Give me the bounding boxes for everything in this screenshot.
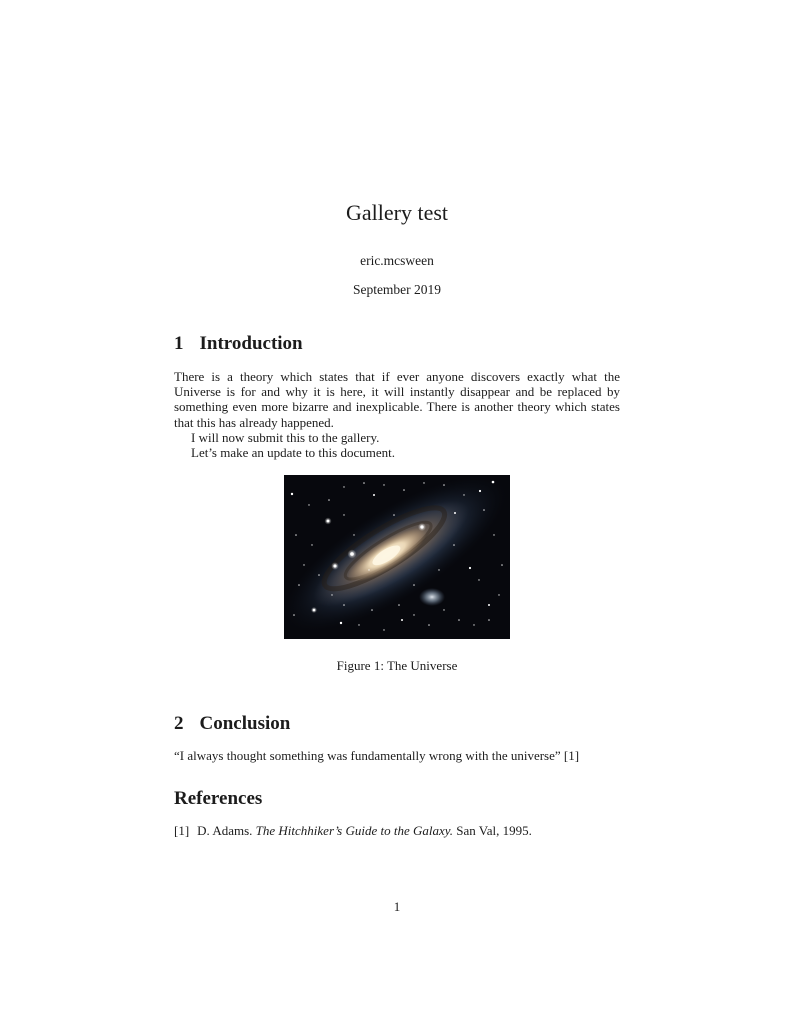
reference-label: [1] xyxy=(174,823,190,839)
reference-publisher: San Val, 1995. xyxy=(456,823,532,839)
reference-entry xyxy=(174,823,620,838)
conclusion-quote: “I always thought something was fundamentally wrong with the universe” [1] xyxy=(174,748,580,764)
text-column xyxy=(174,0,620,839)
date: September 2019 xyxy=(352,282,442,297)
intro-paragraph-2: I will now submit this to the gallery. xyxy=(191,429,380,445)
figure-caption: Figure 1: The Universe xyxy=(336,658,458,674)
section-heading-introduction xyxy=(174,333,620,355)
section-number: 1 xyxy=(174,333,184,354)
intro-paragraph-3: Let’s make an update to this document. xyxy=(191,445,395,461)
section-heading-conclusion xyxy=(174,713,620,735)
author: eric.mcsween xyxy=(360,253,434,268)
section-number: 2 xyxy=(174,713,184,735)
reference-authors: D. Adams. xyxy=(197,823,253,839)
references-heading: References xyxy=(174,788,263,810)
page-title: Gallery test xyxy=(345,200,449,225)
intro-paragraph-1: There is a theory which states that if ever anyone discovers exactly what the Universe is for and why it is here, it will instantly disappear and be replaced by something even more bizarre and inexplicable. There is another theory which states that this has already happened. xyxy=(174,369,620,430)
page-number: 1 xyxy=(393,899,401,914)
section-title: Introduction xyxy=(199,333,303,354)
reference-title: The Hitchhiker’s Guide to the Galaxy. xyxy=(255,823,454,839)
reference-text xyxy=(197,823,620,838)
universe-galaxy-image xyxy=(284,475,510,639)
section-title: Conclusion xyxy=(199,713,291,735)
figure-1 xyxy=(174,475,620,673)
